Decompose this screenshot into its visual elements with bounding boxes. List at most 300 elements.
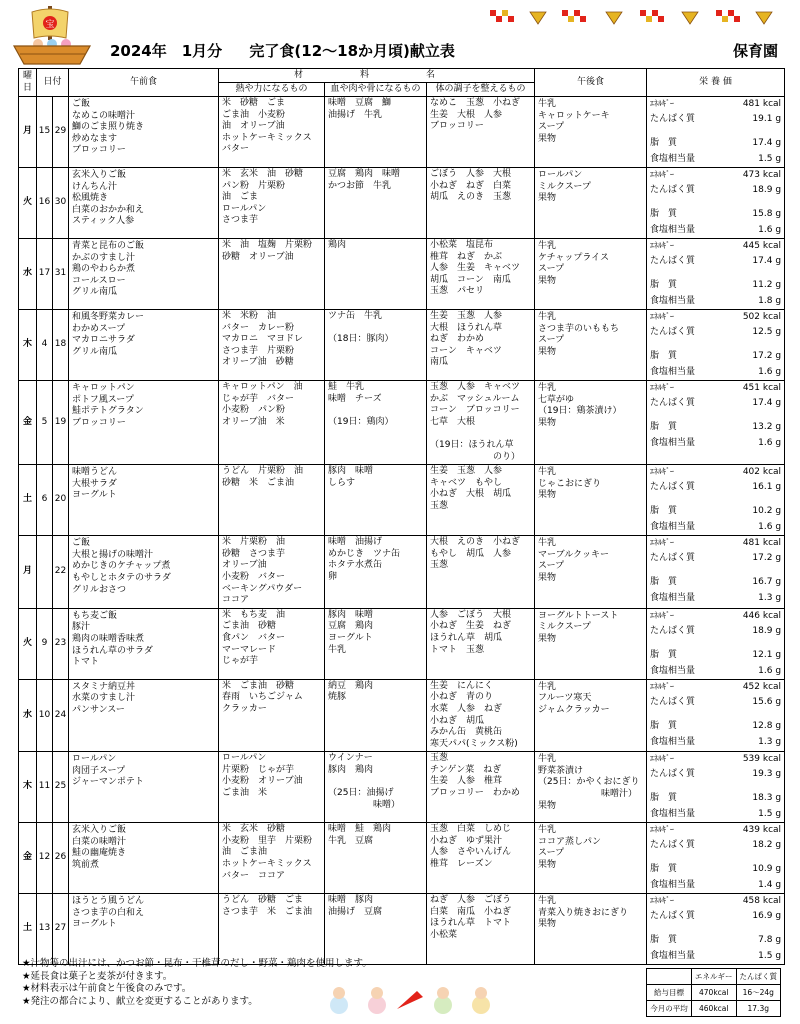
text-line: 青菜と昆布のご飯 <box>72 241 145 251</box>
text-line: オリーブ油 <box>222 560 267 571</box>
text-line: 味噌うどん <box>72 467 118 478</box>
menu-title: 完了食(12～18か月頃)献立表 <box>249 42 455 60</box>
text-line: 卵 <box>328 571 338 582</box>
text-line: 鶏のやわらか煮 <box>72 264 136 275</box>
text-line: 水菜 人参 ねぎ <box>430 703 503 714</box>
text-line: 果物 <box>538 633 557 644</box>
children-illustration <box>325 985 495 1017</box>
text-line: スティック人参 <box>72 216 135 227</box>
text-line: かぶのすまし汁 <box>72 252 136 263</box>
note-line: ★材料表示は午前食と午後食のみです。 <box>22 983 192 994</box>
nutrition-salt-label: 食塩相当量 <box>650 296 696 306</box>
nutrition-cell <box>647 752 785 823</box>
menu-day-row <box>19 97 785 168</box>
text-line: 小松菜 塩昆布 <box>430 240 494 250</box>
lunch-menu-cell <box>69 97 219 168</box>
text-line: 果物 <box>538 572 557 583</box>
text-line: 豚肉 味噌 <box>328 466 374 477</box>
energy-materials-cell <box>219 679 325 752</box>
text-line: 豚肉 味噌 <box>328 609 374 620</box>
nutrition-salt-row <box>650 666 781 678</box>
nutrition-energy-label: ｴﾈﾙｷﾞｰ <box>650 896 675 906</box>
text-line: 椎茸 レーズン <box>430 859 493 870</box>
condition-materials-cell <box>427 679 535 752</box>
energy-materials-cell <box>219 310 325 381</box>
text-line: 豚汁 <box>72 622 91 633</box>
text-line: 味噌 チーズ <box>328 393 382 404</box>
text-line: ご飯 <box>72 99 91 109</box>
text-line: ロールパン <box>222 203 267 214</box>
date-cell: 10 <box>37 679 53 752</box>
text-line: ロールパン <box>538 170 583 180</box>
snack-menu-cell <box>535 310 647 381</box>
text-line: トマト 玉葱 <box>430 644 485 655</box>
nutrition-cell <box>647 239 785 310</box>
menu-day-row <box>19 381 785 465</box>
snack-menu-cell <box>535 894 647 965</box>
text-line: ほうれん草 トマト <box>430 918 512 929</box>
nutrition-salt-label: 食塩相当量 <box>650 736 696 747</box>
nutrition-fat-value: 11.2 g <box>752 280 782 290</box>
energy-materials-cell <box>219 168 325 239</box>
snack-menu-cell <box>535 465 647 536</box>
energy-materials-cell <box>219 823 325 894</box>
nutrition-salt-value: 1.3 g <box>758 736 782 747</box>
date-cell: 16 <box>37 168 53 239</box>
nutrition-protein-label: たんぱく質 <box>650 114 696 124</box>
nutrition-protein-label: たんぱく質 <box>650 625 696 636</box>
body-materials-cell <box>325 168 427 239</box>
text-line: 油 ごま油 <box>222 847 268 858</box>
text-line: ほうれん草 胡瓜 <box>430 632 503 643</box>
text-line: 人参 さやいんげん <box>430 847 512 858</box>
text-line: オリーブ油 砂糖 <box>222 357 294 368</box>
nutrition-protein-label: たんぱく質 <box>650 256 696 266</box>
year-month: 2024年 1月分 <box>110 42 223 60</box>
nutrition-fat-row <box>650 721 781 737</box>
text-line: 果物 <box>538 800 557 811</box>
energy-materials-cell <box>219 239 325 310</box>
text-line: めかじきのケチャップ煮 <box>72 561 171 572</box>
nutrition-fat-value: 10.2 g <box>752 506 782 517</box>
text-line: ケチャップライス <box>538 252 610 263</box>
text-line: さつま芋 米 ごま油 <box>222 906 313 917</box>
date-cell: 6 <box>37 465 53 536</box>
lunch-menu-cell <box>69 536 219 609</box>
text-line: （18日：豚肉） <box>328 334 394 345</box>
text-line: 小麦粉 オリーブ油 <box>222 776 303 787</box>
date-header: 日付 <box>37 69 69 97</box>
text-line: 胡瓜 えのき 玉葱 <box>430 192 512 203</box>
condition-materials-cell <box>427 381 535 465</box>
nutrition-protein-label: たんぱく質 <box>650 840 696 851</box>
text-line: 生姜 にんにく <box>430 680 494 691</box>
text-line: 人参 生姜 キャベツ <box>430 263 521 274</box>
lunch-menu-cell <box>69 823 219 894</box>
nutrition-protein-value: 17.2 g <box>752 553 782 564</box>
text-line: ジャーマンポテト <box>72 777 144 788</box>
weekday-cell: 木 <box>19 752 37 823</box>
nutrition-salt-label: 食塩相当量 <box>650 225 696 235</box>
standards-target-label: 給与目標 <box>647 985 692 1001</box>
condition-materials-cell <box>427 310 535 381</box>
nutrition-energy-row <box>650 895 781 911</box>
nutrition-energy-label: ｴﾈﾙｷﾞｰ <box>650 825 675 835</box>
text-line: コールスロー <box>72 275 126 286</box>
text-line: 小ねぎ 大根 胡瓜 <box>430 489 512 500</box>
text-line: 米 砂糖 ごま <box>222 98 286 108</box>
nutrition-fat-label: 脂 質 <box>650 280 678 290</box>
nutrition-protein-row <box>650 327 781 343</box>
text-line: 生姜 玉葱 人参 <box>430 311 503 321</box>
text-line: スープ <box>538 848 565 859</box>
energy-materials-cell <box>219 465 325 536</box>
text-line: 食パン バター <box>222 632 286 643</box>
text-line: キャロットケーキ <box>538 110 610 121</box>
energy-materials-cell <box>219 381 325 465</box>
date-cell: 4 <box>37 310 53 381</box>
condition-materials-cell <box>427 752 535 823</box>
nutrition-fat-row <box>650 422 781 438</box>
nutrition-fat-label: 脂 質 <box>650 577 678 588</box>
text-line: 玉葱 <box>430 753 449 764</box>
energy-materials-cell <box>219 536 325 609</box>
nutrition-salt-label: 食塩相当量 <box>650 367 696 377</box>
text-line: 寒天パパ(ミックス粉) <box>430 738 518 749</box>
lunch-menu-cell <box>69 465 219 536</box>
text-line: うどん 片栗粉 油 <box>222 466 304 477</box>
treasure-ship-icon <box>8 4 96 68</box>
nutrition-energy-row <box>650 824 781 840</box>
text-line: 砂糖 米 ごま油 <box>222 477 295 488</box>
nutrition-protein-label: たんぱく質 <box>650 482 696 493</box>
page-header <box>0 0 800 68</box>
snack-menu-cell <box>535 752 647 823</box>
text-line: 油 オリーブ油 <box>222 121 285 132</box>
menu-table <box>18 68 785 965</box>
nutrition-fat-label: 脂 質 <box>650 138 678 148</box>
body-materials-cell <box>325 239 427 310</box>
new-year-decoration <box>490 8 780 28</box>
nutrition-energy-label: ｴﾈﾙｷﾞｰ <box>650 312 675 321</box>
nutrition-salt-value: 1.6 g <box>758 225 782 235</box>
body-materials-cell <box>325 381 427 465</box>
text-line: 小ねぎ ゆず果汁 <box>430 835 503 846</box>
text-line: グリルおさつ <box>72 584 127 595</box>
text-line: 筑前煮 <box>72 860 100 871</box>
nutrition-salt-row <box>650 438 781 450</box>
body-materials-cell <box>325 97 427 168</box>
text-line: 牛乳 <box>538 538 557 549</box>
nutrition-fat-value: 10.9 g <box>752 864 782 875</box>
text-line: 玉葱 パセリ <box>430 286 485 297</box>
nutrition-cell <box>647 608 785 679</box>
nutrition-protein-value: 16.1 g <box>752 482 782 493</box>
date-cell: 22 <box>53 536 69 609</box>
weekday-cell: 水 <box>19 679 37 752</box>
text-line: 牛乳 <box>538 825 557 836</box>
nutrition-salt-label: 食塩相当量 <box>650 809 696 820</box>
text-line: コーン ブロッコリー <box>430 405 520 416</box>
nutrition-fat-label: 脂 質 <box>650 506 678 517</box>
text-line: もやし 胡瓜 人参 <box>430 548 512 559</box>
standards-average-protein: 17.3g <box>736 1001 781 1017</box>
text-line: 牛乳 <box>538 99 557 109</box>
nutrition-fat-label: 脂 質 <box>650 649 678 660</box>
text-line: 白菜 南瓜 小ねぎ <box>430 906 512 917</box>
text-line: 米 米粉 油 <box>222 311 277 321</box>
text-line: 青菜入り焼きおにぎり <box>538 907 629 918</box>
nutrition-energy-label: ｴﾈﾙｷﾞｰ <box>650 538 675 548</box>
nutrition-fat-row <box>650 935 781 951</box>
text-line: 玉葱 <box>430 500 449 511</box>
note-line: ★発注の都合により、献立を変更することがあります。 <box>22 995 258 1007</box>
nutrition-protein-value: 19.3 g <box>752 769 782 780</box>
text-line: ヨーグルト <box>72 490 117 501</box>
body-material-header: 血や肉や骨になるもの <box>325 83 427 97</box>
date-cell: 12 <box>37 823 53 894</box>
text-line: スタミナ納豆丼 <box>72 681 136 692</box>
text-line: マカロニ マヨドレ <box>222 334 304 345</box>
text-line: 果物 <box>538 275 557 286</box>
text-line: マーマレード <box>222 644 277 655</box>
text-line: 小ねぎ 青のり <box>430 692 494 703</box>
nutrition-protein-row <box>650 482 781 498</box>
lunch-menu-cell <box>69 239 219 310</box>
body-materials-cell <box>325 310 427 381</box>
text-line: キャベツ もやし <box>430 477 503 488</box>
text-line: 米 玄米 砂糖 <box>222 824 286 835</box>
body-materials-cell <box>325 823 427 894</box>
text-line: ほうれん草のサラダ <box>72 645 153 656</box>
text-line: ポトフ風スープ <box>72 394 134 405</box>
text-line: ホタテ水煮缶 <box>328 560 383 571</box>
nutrition-energy-label: ｴﾈﾙｷﾞｰ <box>650 99 675 108</box>
text-line: クラッカー <box>222 703 267 714</box>
text-line: もやしとホタテのサラダ <box>72 572 171 583</box>
text-line: めかじき ツナ缶 <box>328 548 401 559</box>
text-line: グリル南瓜 <box>72 287 118 298</box>
nutrition-fat-row <box>650 577 781 593</box>
nutrition-salt-value: 1.5 g <box>758 951 782 962</box>
text-line: ご飯 <box>72 538 91 549</box>
text-line: 牛乳 <box>328 644 347 655</box>
text-line: 玉葱 白菜 しめじ <box>430 824 512 835</box>
nutrition-fat-row <box>650 864 781 880</box>
nutrition-salt-label: 食塩相当量 <box>650 880 696 891</box>
text-line: ミルクスープ <box>538 622 591 633</box>
date-cell: 27 <box>53 894 69 965</box>
nutrition-protein-label: たんぱく質 <box>650 696 696 707</box>
text-line: パンサンスー <box>72 704 125 715</box>
text-line: 肉団子スープ <box>72 765 126 776</box>
date-cell: 15 <box>37 97 53 168</box>
nutrition-salt-label: 食塩相当量 <box>650 522 696 533</box>
nutrition-energy-value: 481 kcal <box>742 99 782 109</box>
menu-day-row <box>19 536 785 609</box>
text-line: （19日：鶏肉） <box>328 416 394 427</box>
text-line: 小松菜 <box>430 930 458 941</box>
weekday-cell: 火 <box>19 608 37 679</box>
menu-rows <box>19 97 785 965</box>
text-line: ココア <box>222 595 250 606</box>
text-line: 牛乳 <box>538 896 557 907</box>
nutrition-protein-value: 17.4 g <box>752 256 782 266</box>
nutrition-cell <box>647 381 785 465</box>
nutrition-salt-row <box>650 951 781 963</box>
condition-materials-cell <box>427 823 535 894</box>
text-line: 米 ごま油 砂糖 <box>222 680 295 691</box>
text-line: オリーブ油 米 <box>222 416 285 427</box>
lunch-menu-cell <box>69 752 219 823</box>
text-line: 豆腐 鶏肉 味噌 <box>328 169 401 179</box>
date-cell: 29 <box>53 97 69 168</box>
body-materials-cell <box>325 752 427 823</box>
date-cell: 11 <box>37 752 53 823</box>
nutrition-protein-value: 18.9 g <box>752 185 782 195</box>
nutrition-energy-value: 402 kcal <box>742 467 782 478</box>
text-line: 生姜 人参 椎茸 <box>430 776 503 787</box>
snack-menu-cell <box>535 168 647 239</box>
weekday-header: 曜日 <box>19 69 37 97</box>
text-line: 味噌） <box>328 799 401 810</box>
condition-materials-cell <box>427 97 535 168</box>
menu-day-row <box>19 465 785 536</box>
weekday-cell: 木 <box>19 310 37 381</box>
nutrition-energy-label: ｴﾈﾙｷﾞｰ <box>650 754 675 764</box>
nutrition-fat-value: 13.2 g <box>752 422 782 432</box>
nutrition-protein-label: たんぱく質 <box>650 553 696 564</box>
snack-menu-cell <box>535 823 647 894</box>
text-line: マカロニサラダ <box>72 335 135 346</box>
nutrition-fat-value: 16.7 g <box>752 577 782 588</box>
menu-day-row <box>19 752 785 823</box>
text-line: じゃこおにぎり <box>538 478 602 489</box>
text-line: ツナ缶 牛乳 <box>328 311 383 321</box>
text-line: じゃが芋 バター <box>222 393 295 404</box>
text-line: キャロットパン 油 <box>222 382 303 392</box>
text-line: 鰤のごま照り焼き <box>72 122 145 133</box>
nutrition-fat-row <box>650 506 781 522</box>
page-title <box>110 40 477 61</box>
nutrition-salt-value: 1.5 g <box>758 154 782 164</box>
nutrition-protein-row <box>650 769 781 785</box>
text-line: （25日：油揚げ <box>328 788 394 799</box>
snack-menu-cell <box>535 97 647 168</box>
text-line: 味噌 豆腐 鰤 <box>328 98 392 108</box>
text-line: 片栗粉 じゃが芋 <box>222 764 295 775</box>
nutrition-salt-label: 食塩相当量 <box>650 665 696 676</box>
svg-text:宝: 宝 <box>45 20 55 30</box>
nutrition-fat-row <box>650 280 781 296</box>
text-line: 牛乳 <box>538 467 557 478</box>
text-line: 生姜 大根 人参 <box>430 109 503 120</box>
text-line: 小ねぎ 胡瓜 <box>430 715 485 726</box>
text-line: 白菜のおかか和え <box>72 204 145 215</box>
menu-day-row <box>19 168 785 239</box>
text-line <box>328 776 423 788</box>
text-line: キャロットパン <box>72 383 135 393</box>
text-line: チンゲン菜 ねぎ <box>430 764 502 775</box>
text-line: しらす <box>328 477 356 488</box>
text-line: のり） <box>430 451 521 462</box>
nutrition-fat-label: 脂 質 <box>650 864 678 875</box>
text-line: 焼豚 <box>328 692 347 703</box>
body-materials-cell <box>325 894 427 965</box>
nutrition-energy-value: 481 kcal <box>742 538 782 549</box>
materials-header: 材 料 名 <box>219 69 535 83</box>
condition-material-header: 体の調子を整えるもの <box>427 83 535 97</box>
text-line: もち麦ご飯 <box>72 610 118 621</box>
nutrition-protein-label: たんぱく質 <box>650 327 696 337</box>
text-line: さつま芋 片栗粉 <box>222 345 295 356</box>
nutrition-cell <box>647 823 785 894</box>
menu-day-row <box>19 894 785 965</box>
nutrition-salt-row <box>650 154 781 166</box>
text-line: さつま芋 <box>222 215 259 226</box>
text-line: 牛乳 <box>538 241 557 251</box>
text-line <box>430 428 531 440</box>
lunch-menu-cell <box>69 168 219 239</box>
text-line: スープ <box>538 335 565 346</box>
menu-day-row <box>19 823 785 894</box>
text-line: 牛乳 <box>538 383 557 393</box>
text-line: ブロッコリー わかめ <box>430 788 520 799</box>
nutrition-protein-value: 18.9 g <box>752 625 782 636</box>
weekday-cell: 月 <box>19 536 37 609</box>
nutrition-fat-label: 脂 質 <box>650 935 678 946</box>
note-line: ★延長食は菓子と麦茶が付きます。 <box>22 970 173 982</box>
nutrition-energy-row <box>650 753 781 769</box>
weekday-cell: 月 <box>19 97 37 168</box>
nutrition-protein-label: たんぱく質 <box>650 911 696 922</box>
nutrition-energy-label: ｴﾈﾙｷﾞｰ <box>650 170 675 179</box>
nutrition-energy-label: ｴﾈﾙｷﾞｰ <box>650 383 675 392</box>
nutrition-energy-row <box>650 382 781 398</box>
weekday-cell: 水 <box>19 239 37 310</box>
text-line: バター カレー粉 <box>222 322 295 333</box>
menu-day-row <box>19 239 785 310</box>
text-line: ココア蒸しパン <box>538 836 602 847</box>
condition-materials-cell <box>427 168 535 239</box>
text-line: ウインナー <box>328 753 373 764</box>
menu-day-row <box>19 679 785 752</box>
body-materials-cell <box>325 465 427 536</box>
nutrition-cell <box>647 536 785 609</box>
nutrition-cell <box>647 310 785 381</box>
date-cell: 24 <box>53 679 69 752</box>
text-line: ヨーグルト <box>328 632 373 643</box>
note-line: ★汁物等の出汁には、かつお節・昆布・干椎茸のだし・野菜・鶏肉を使用します。 <box>22 958 372 969</box>
nutrition-fat-value: 17.2 g <box>752 351 782 361</box>
nutrition-protein-value: 15.6 g <box>752 696 782 707</box>
nutrition-energy-value: 473 kcal <box>742 170 782 180</box>
nutrition-cell <box>647 679 785 752</box>
text-line <box>328 405 423 417</box>
nutrition-protein-value: 16.9 g <box>752 911 782 922</box>
nutrition-fat-row <box>650 351 781 367</box>
nutrition-fat-value: 15.8 g <box>752 209 782 219</box>
text-line: ミルクスープ <box>538 181 591 192</box>
lunch-menu-cell <box>69 310 219 381</box>
nutrition-salt-value: 1.4 g <box>758 880 782 891</box>
text-line: 果物 <box>538 919 557 930</box>
text-line: 小麦粉 パン粉 <box>222 405 286 416</box>
text-line: 果物 <box>538 860 557 871</box>
nutrition-energy-row <box>650 311 781 327</box>
text-line: 味噌 油揚げ <box>328 537 383 548</box>
text-line: 白菜の味噌汁 <box>72 836 127 847</box>
